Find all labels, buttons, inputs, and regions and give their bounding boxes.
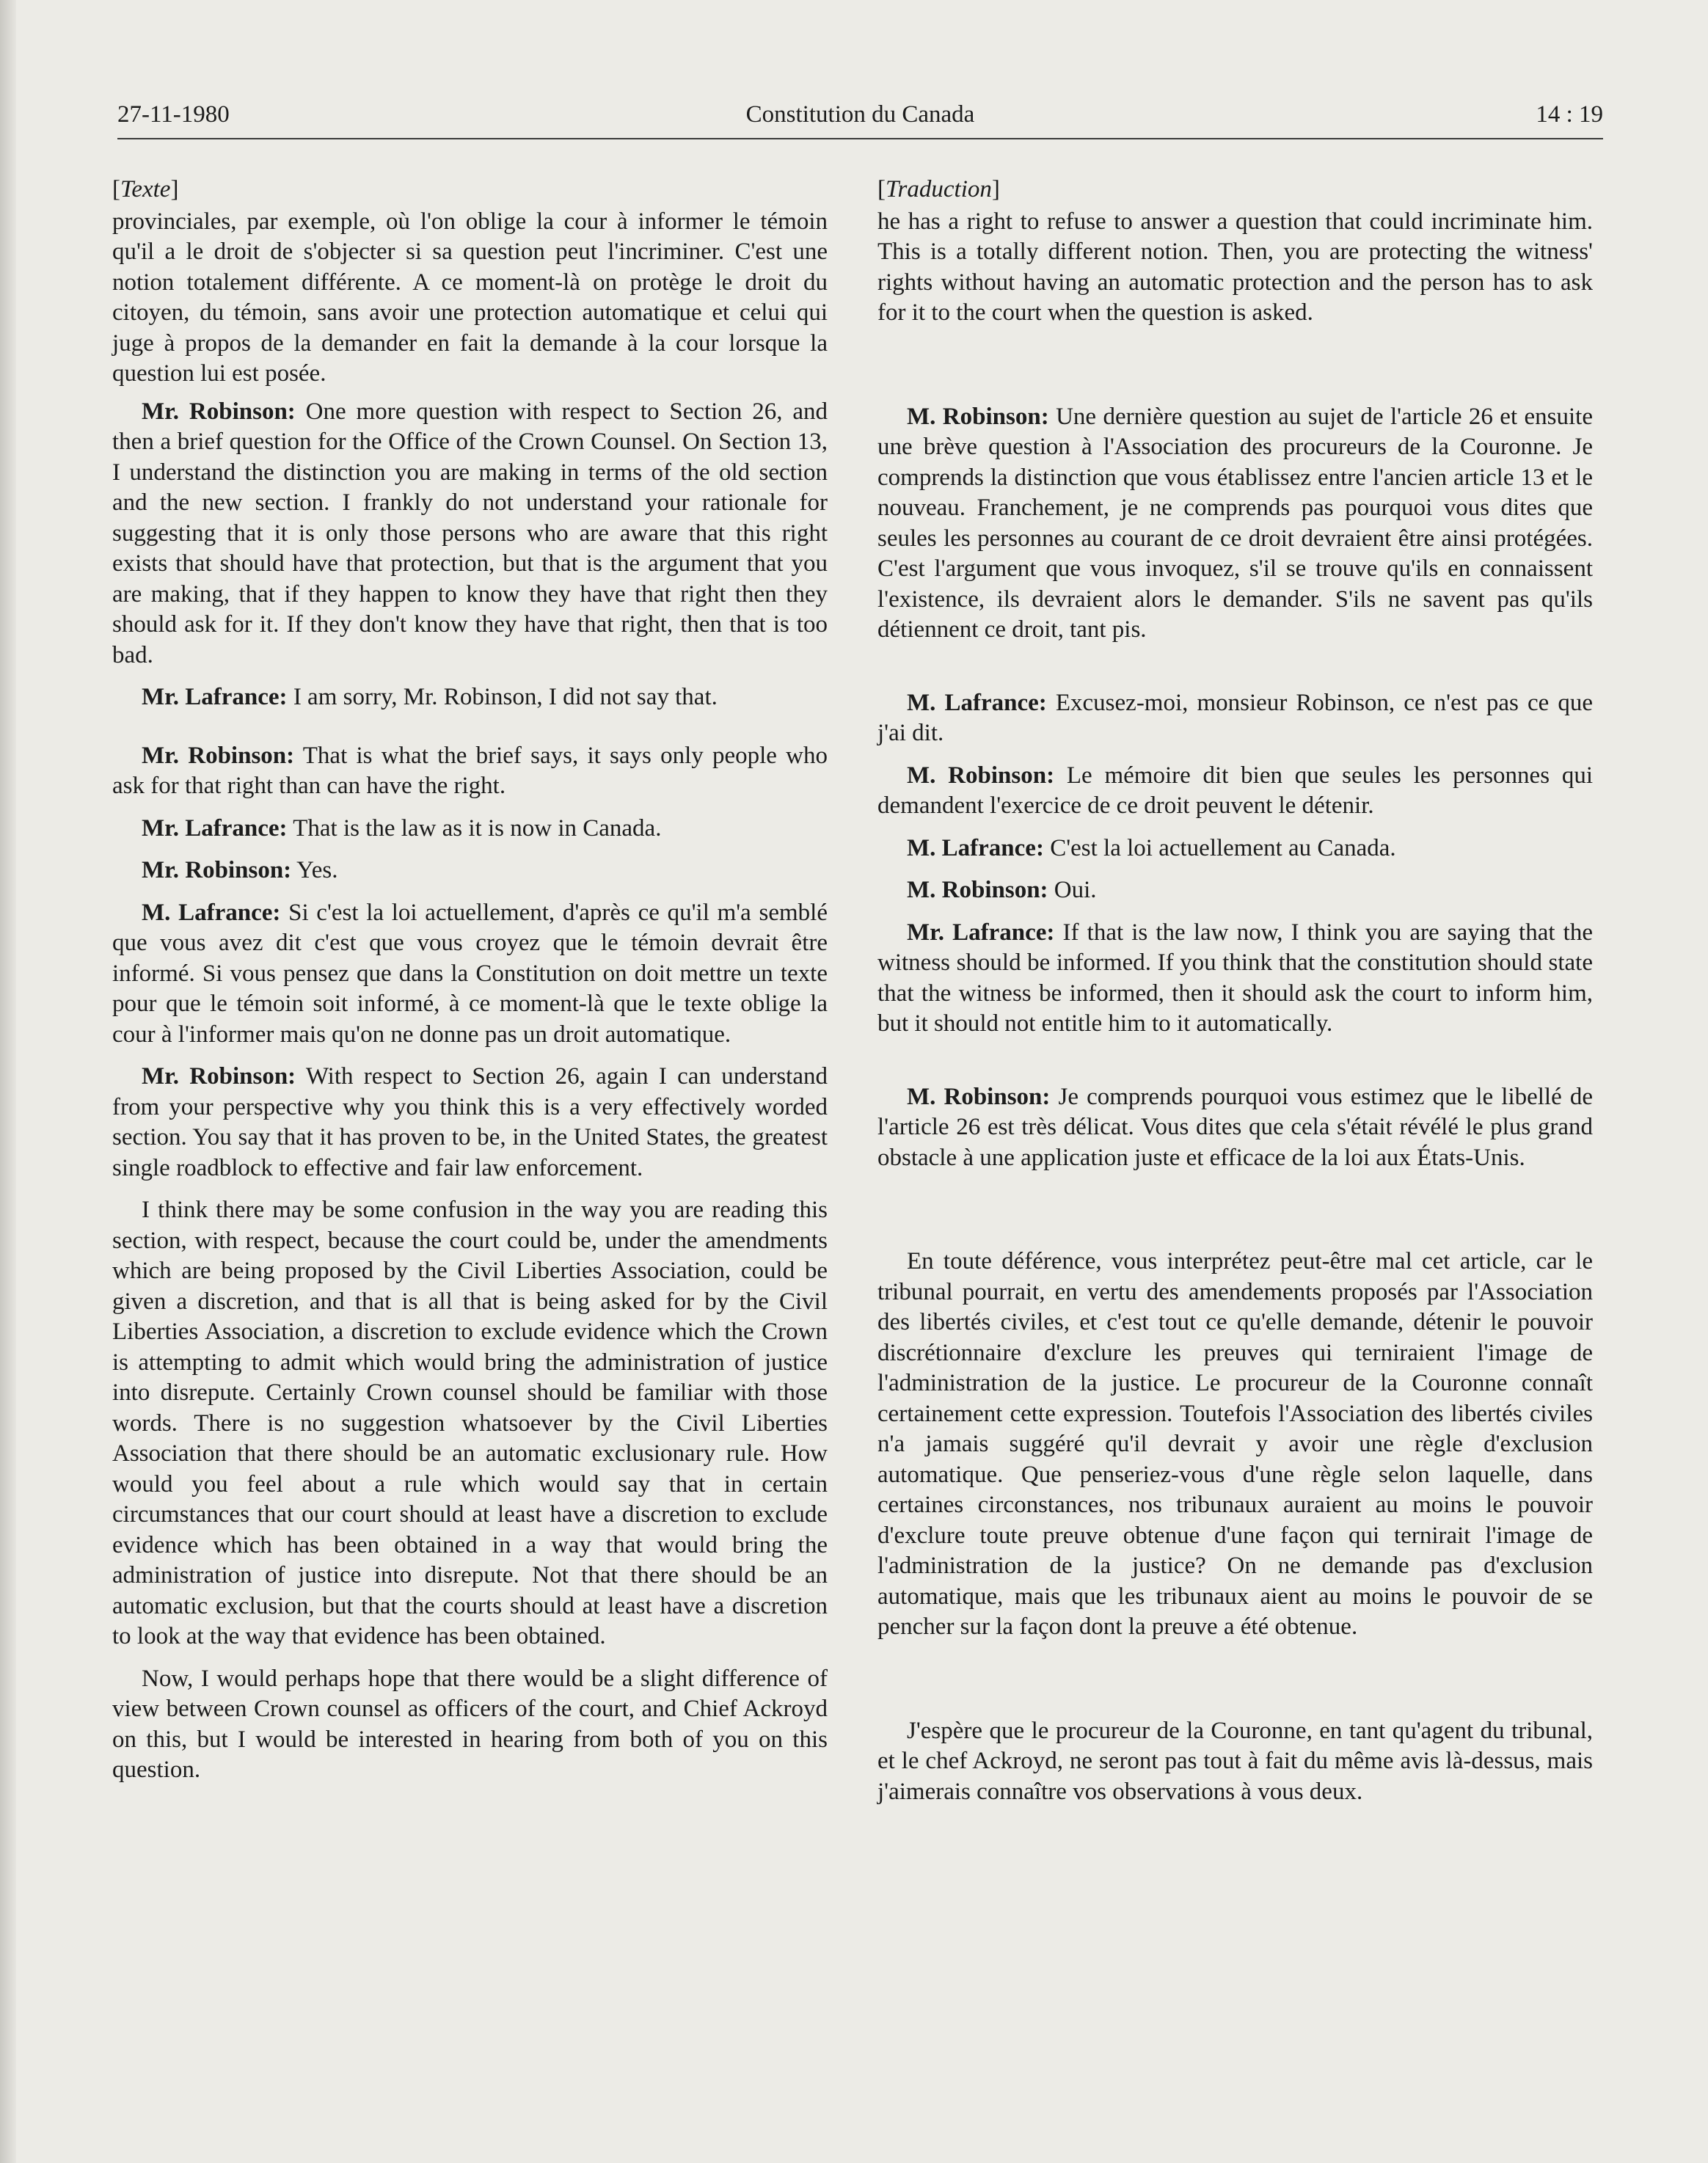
paragraph: M. Robinson: Le mémoire dit bien que seules les personnes qui demandent l'exercice de ce droit peuvent le détenir. xyxy=(877,762,1593,819)
speaker-name: M. Lafrance: xyxy=(907,689,1047,716)
header-title: Constitution du Canada xyxy=(745,101,975,128)
speaker-name: Mr. Lafrance: xyxy=(907,919,1055,946)
paragraph: M. Lafrance: Si c'est la loi actuellement, d'après ce qu'il m'a semblé que vous avez dit c'est que vous croyez que le témoin devrait être informé. Si vous pensez que dans la Constitution on doit mettre un texte pour que le témoin soit informé, à ce moment-là que le texte oblige la cour à l'informer mais qu'on ne donne pas un droit automatique. xyxy=(112,899,828,1048)
speaker-name: M. Robinson: xyxy=(907,762,1055,789)
paragraph: Mr. Robinson: Yes. xyxy=(142,857,338,883)
paragraph: I think there may be some confusion in the way you are reading this section, with respect, because the court could be, under the amendments which are being proposed by the Civil Liberties Association, could be given a discretion, and that is all that is being asked for by the Civil Liberties Association, a discretion to exclude evidence which the Crown is attempting to admit which would bring the administration of justice into disrepute. Certainly Crown counsel should be familiar with those words. There is no suggestion whatsoever by the Civil Liberties Association that there should be an automatic exclusionary rule. How would you feel about a rule which would say that in certain circumstances that our court should at least have a discretion to exclude evidence which has been obtained in a way that would bring the administration of justice into disrepute. Not that there should be an automatic exclusion, but that the courts should at least have a discretion to look at the way that evidence has been obtained. xyxy=(112,1197,828,1649)
speaker-name: Mr. Robinson: xyxy=(142,857,292,883)
header-page-number: 14 : 19 xyxy=(1536,101,1603,128)
paragraph: Mr. Robinson: With respect to Section 26, again I can understand from your perspective why you think this is a very effectively worded section. You say that it has proven to be, in the United States, the greatest single roadblock to effective and fair law enforcement. xyxy=(112,1063,828,1181)
paragraph: M. Robinson: Je comprends pourquoi vous estimez que le libellé de l'article 26 est très délicat. Vous dites que cela s'était révélé le plus grand obstacle à une application juste et efficace de la loi aux États-Unis. xyxy=(877,1083,1593,1171)
speaker-name: M. Lafrance: xyxy=(907,834,1044,861)
paragraph: provinciales, par exemple, où l'on oblige la cour à informer le témoin qu'il a le droit de s'objecter si sa question peut l'incriminer. C'est une notion totalement différente. A ce moment-là on protège le droit du citoyen, du témoin, sans avoir une protection automatique et celui qui juge à propos de la demander en fait la demande à la cour lorsque la question lui est posée. xyxy=(112,208,828,387)
paragraph: Mr. Lafrance: If that is the law now, I think you are saying that the witness should be informed. If you think that the constitution should state that the witness be informed, then it should ask the court to inform him, but it should not entitle him to it automatically. xyxy=(877,919,1593,1037)
speaker-name: M. Robinson: xyxy=(907,403,1049,430)
page-header xyxy=(117,101,1603,136)
speaker-name: M. Robinson: xyxy=(907,877,1048,903)
speaker-name: Mr. Lafrance: xyxy=(142,684,288,710)
speaker-name: M. Robinson: xyxy=(907,1083,1051,1110)
speaker-name: M. Lafrance: xyxy=(142,899,281,926)
speaker-name: Mr. Robinson: xyxy=(142,1063,296,1090)
paragraph: J'espère que le procureur de la Couronne, en tant qu'agent du tribunal, et le chef Ackroyd, ne seront pas tout à fait du même avis là-dessus, mais j'aimerais connaître vos observations à vous deux. xyxy=(877,1717,1593,1805)
speaker-name: Mr. Robinson: xyxy=(142,742,295,769)
page-edge-shadow xyxy=(0,0,16,2163)
paragraph: Mr. Robinson: That is what the brief says, it says only people who ask for that right than can have the right. xyxy=(112,742,828,799)
paragraph: M. Robinson: Une dernière question au sujet de l'article 26 et ensuite une brève question à l'Association des procureurs de la Couronne. Je comprends la distinction que vous établissez entre l'ancien article 13 et le nouveau. Franchement, je ne comprends pas pourquoi vous dites que seules les personnes au courant de ce droit devraient être ainsi protégées. C'est l'argument que vous invoquez, s'il se trouve qu'ils en connaissent l'existence, ils devraient alors le demander. S'ils ne savent pas qu'ils détiennent ce droit, tant pis. xyxy=(877,403,1593,643)
header-rule xyxy=(117,138,1603,139)
paragraph: En toute déférence, vous interprétez peut-être mal cet article, car le tribunal pourrait, en vertu des amendements proposés par l'Association des libertés civiles, et c'est tout ce qu'elle demande, détenir le pouvoir discrétionnaire d'exclure les preuves qui terniraient l'image de l'administration de la justice. Le procureur de la Couronne connaît certainement cette expression. Toutefois l'Association des libertés civiles n'a jamais suggéré qu'il devrait y avoir une règle d'exclusion automatique. Que penseriez-vous d'une règle selon laquelle, dans certaines circonstances, nos tribunaux auraient au moins le pouvoir d'exclure toute preuve obtenue d'une façon qui ternirait l'image de l'administration de la justice? On ne demande pas d'exclusion automatique, mais que les tribunaux aient au moins le pouvoir de se pencher sur la façon dont la preuve a été obtenue. xyxy=(877,1248,1593,1640)
paragraph: Mr. Lafrance: I am sorry, Mr. Robinson, I did not say that. xyxy=(142,684,718,710)
paragraph: Now, I would perhaps hope that there would be a slight difference of view between Crown counsel as officers of the court, and Chief Ackroyd on this, but I would be interested in hearing from both of you on this question. xyxy=(112,1665,828,1783)
paragraph: M. Lafrance: Excusez-moi, monsieur Robinson, ce n'est pas ce que j'ai dit. xyxy=(877,689,1593,746)
paragraph: M. Lafrance: C'est la loi actuellement au Canada. xyxy=(907,834,1396,861)
section-marker: [Texte] xyxy=(112,176,179,203)
section-marker: [Traduction] xyxy=(877,176,1000,203)
paragraph: he has a right to refuse to answer a question that could incriminate him. This is a totally different notion. Then, you are protecting the witness' rights without having an automatic protection and the person has to ask for it to the court when the question is asked. xyxy=(877,208,1593,326)
paragraph: Mr. Robinson: One more question with respect to Section 26, and then a brief question for the Office of the Crown Counsel. On Section 13, I understand the distinction you are making in terms of the old section and the new section. I frankly do not understand your rationale for suggesting that it is only those persons who are aware that this right exists that should have that protection, but that is the argument that you are making, that if they happen to know they have that right then they should ask for it. If they don't know they have that right, then that is too bad. xyxy=(112,398,828,668)
left-column-text xyxy=(112,175,828,1798)
speaker-name: Mr. Robinson: xyxy=(142,398,296,425)
speaker-name: Mr. Lafrance: xyxy=(142,814,288,842)
paragraph: Mr. Lafrance: That is the law as it is now in Canada. xyxy=(142,814,662,842)
right-column-text xyxy=(877,175,1593,1819)
paragraph: M. Robinson: Oui. xyxy=(907,877,1097,903)
header-date: 27-11-1980 xyxy=(117,101,230,128)
